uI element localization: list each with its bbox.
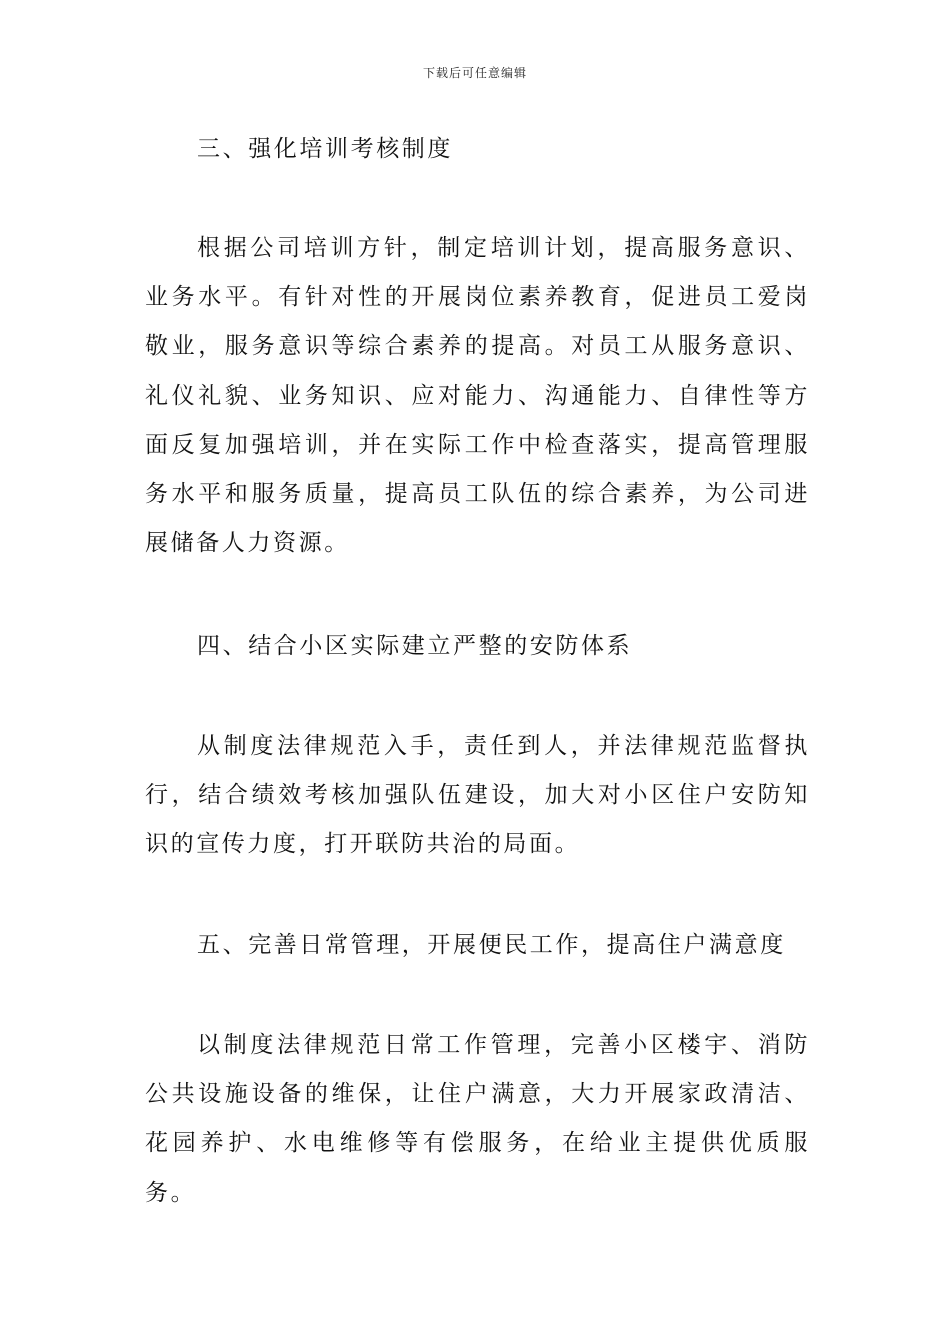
section-5-heading: 五、完善日常管理，开展便民工作，提高住户满意度 <box>197 932 786 958</box>
section-5-paragraph: 以制度法律规范日常工作管理，完善小区楼宇、消防公共设施设备的维保，让住户满意，大力开展家政清洁、花园养护、水电维修等有偿服务，在给业主提供优质服务。 <box>145 1032 810 1206</box>
section-3-heading: 三、强化培训考核制度 <box>197 136 453 162</box>
section-3-paragraph: 根据公司培训方针，制定培训计划，提高服务意识、业务水平。有针对性的开展岗位素养教育，促进员工爱岗敬业，服务意识等综合素养的提高。对员工从服务意识、礼仪礼貌、业务知识、应对能力、沟通能力、自律性等方面反复加强培训，并在实际工作中检查落实，提高管理服务水平和服务质量，提高员工队伍的综合素养，为公司进展储备人力资源。 <box>145 235 810 557</box>
header-note: 下载后可任意编辑 <box>422 66 527 80</box>
section-4-paragraph: 从制度法律规范入手，责任到人，并法律规范监督执行，结合绩效考核加强队伍建设，加大对小区住户安防知识的宣传力度，打开联防共治的局面。 <box>145 733 810 858</box>
section-4-heading: 四、结合小区实际建立严整的安防体系 <box>197 633 633 659</box>
